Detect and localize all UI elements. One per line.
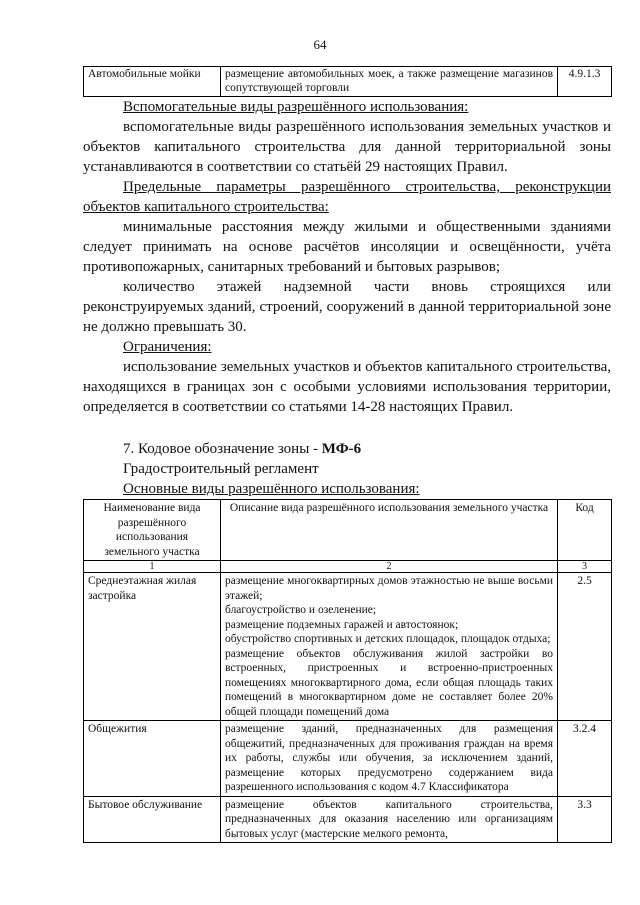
use-description-cell [221, 796, 558, 843]
column-number: 2 [221, 561, 558, 573]
restrictions-heading: Ограничения: [123, 339, 212, 355]
table-row [84, 573, 612, 721]
description-line: размещение подземных гаражей и автостоянок; [225, 618, 459, 631]
column-header-description: Описание вида разрешённого использования земельного участка [221, 500, 558, 561]
column-header-name: Наименование вида разрешённого использования земельного участка [84, 500, 221, 561]
column-header-code: Код [558, 500, 612, 561]
description-line: благоустройство и озеленение; [225, 604, 377, 616]
document-content [83, 66, 611, 843]
use-description-cell [221, 573, 558, 721]
use-name-cell: Автомобильные мойки [84, 67, 221, 97]
table-row [84, 67, 612, 97]
use-description-cell: размещение автомобильных моек, а также размещение магазинов сопутствующей торговли [221, 67, 558, 97]
limits-heading: Предельные параметры разрешённого строительства, реконструкции объектов капитального строительства: [83, 179, 611, 215]
use-code-cell: 4.9.1.3 [558, 67, 612, 97]
use-name-cell: Общежития [84, 721, 221, 797]
main-uses-heading: Основные виды разрешённого использования: [123, 481, 420, 497]
description-line: размещение зданий, предназначенных для размещения общежитий, предназначенных для проживания граждан на время их работы, службы или обучения, за исключением зданий, размещение которых предусмотрено содержанием вида разрешенного использования с кодом 4.7 Классификатора [225, 723, 553, 793]
limits-paragraph-2: количество этажей надземной части вновь строящихся или реконструируемых зданий, строений, сооружений в данной территориальной зоне не должно превышать 30. [83, 279, 611, 335]
use-code-cell: 3.3 [558, 796, 612, 843]
page-number: 64 [313, 37, 327, 52]
zone-title [83, 439, 611, 459]
use-code-cell: 2.5 [558, 573, 612, 721]
aux-heading: Вспомогательные виды разрешённого использования: [123, 99, 469, 115]
zone-code: МФ-6 [321, 441, 362, 457]
description-line: размещение объектов обслуживания жилой застройки во встроенных, пристроенных и встроенно-пристроенных помещениях многоквартирного дома, если общая площадь таких помещений в многоквартирном доме не составляет более 20% общей площади помещений дома [225, 647, 553, 718]
use-name-cell: Среднеэтажная жилая застройка [84, 573, 221, 721]
table-header-row [84, 500, 612, 561]
table-row [84, 796, 612, 843]
use-description-cell [221, 721, 558, 797]
zone-title-prefix: 7. Кодовое обозначение зоны - [123, 441, 322, 457]
description-line: размещение объектов капитального строительства, предназначенных для оказания населению или организациям бытовых услуг (мастерские мелкого ремонта, [225, 798, 553, 840]
description-line: размещение многоквартирных домов этажностью не выше восьми этажей; [225, 575, 553, 602]
table-continuation [83, 66, 612, 97]
use-code-cell: 3.2.4 [558, 721, 612, 797]
restrictions-text: использование земельных участков и объектов капитального строительства, находящихся в границах зон с особыми условиями использования территории, определяется в соответствии со статьями 14-28 настоящих Правил. [83, 359, 611, 415]
main-uses-table [83, 499, 612, 843]
column-number-row [84, 561, 612, 573]
table-row [84, 721, 612, 797]
description-line: обустройство спортивных и детских площадок, площадок отдыха; [225, 633, 551, 645]
use-name-cell: Бытовое обслуживание [84, 796, 221, 843]
regulation-title: Градостроительный регламент [123, 461, 319, 477]
column-number: 3 [558, 561, 612, 573]
limits-paragraph-1: минимальные расстояния между жилыми и общественными зданиями следует принимать на основе расчётов инсоляции и освещённости, учёта противопожарных, санитарных требований и бытовых разрывов; [83, 219, 611, 275]
column-number: 1 [84, 561, 221, 573]
aux-text: вспомогательные виды разрешённого использования земельных участков и объектов капитального строительства для данной территориальной зоны устанавливаются в соответствии со статьёй 29 настоящих Правил. [83, 119, 611, 175]
